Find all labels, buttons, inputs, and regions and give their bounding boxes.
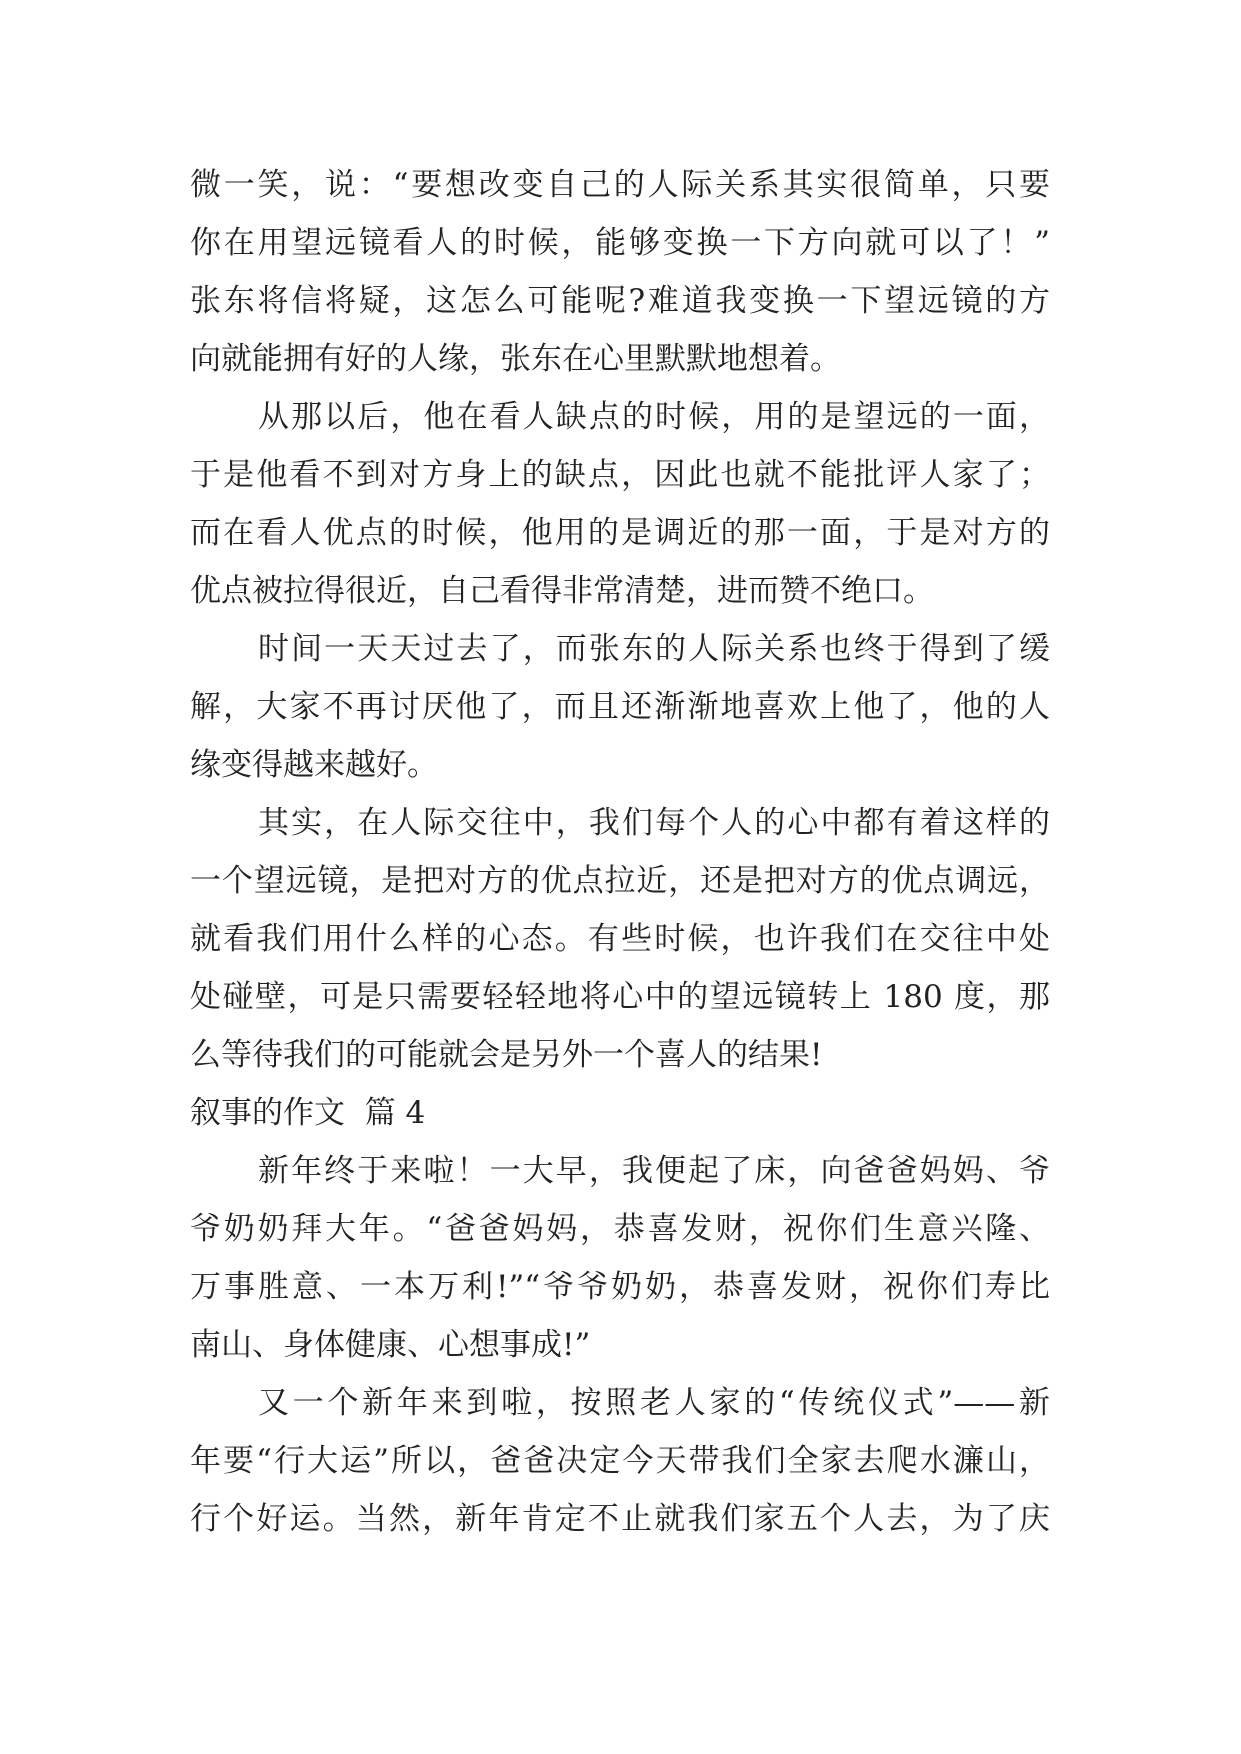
text-line: 微一笑，说：“要想改变自己的人际关系其实很简单，只要 bbox=[190, 167, 1050, 203]
section-heading-wrap bbox=[190, 1084, 1050, 1142]
text-line: 解，大家不再讨厌他了，而且还渐渐地喜欢上他了，他的人 bbox=[190, 689, 1050, 725]
text-line: 一个望远镜，是把对方的优点拉近，还是把对方的优点调远， bbox=[190, 863, 1050, 899]
document-body bbox=[190, 156, 1050, 1548]
text-line: 缘变得越来越好。 bbox=[190, 747, 438, 783]
text-line: 向就能拥有好的人缘，张东在心里默默地想着。 bbox=[190, 341, 841, 377]
text-line: 你在用望远镜看人的时候，能够变换一下方向就可以了！” bbox=[190, 225, 1050, 261]
paragraph bbox=[190, 1374, 1050, 1548]
section-heading: 叙事的作文 篇 4 bbox=[190, 1095, 426, 1131]
text-line: 优点被拉得很近，自己看得非常清楚，进而赞不绝口。 bbox=[190, 573, 934, 609]
text-line: 处碰壁，可是只需要轻轻地将心中的望远镜转上 180 度，那 bbox=[190, 979, 1050, 1015]
text-line: 南山、身体健康、心想事成!” bbox=[190, 1327, 591, 1363]
text-line: 又一个新年来到啦，按照老人家的“传统仪式”——新 bbox=[258, 1385, 1050, 1421]
text-line: 么等待我们的可能就会是另外一个喜人的结果! bbox=[190, 1037, 823, 1073]
text-line: 行个好运。当然，新年肯定不止就我们家五个人去，为了庆 bbox=[190, 1501, 1050, 1537]
text-line: 就看我们用什么样的心态。有些时候，也许我们在交往中处 bbox=[190, 921, 1050, 957]
text-line: 于是他看不到对方身上的缺点，因此也就不能批评人家了； bbox=[190, 457, 1050, 493]
text-line: 年要“行大运”所以，爸爸决定今天带我们全家去爬水濂山， bbox=[190, 1443, 1050, 1479]
paragraph bbox=[190, 794, 1050, 1084]
text-line: 爷奶奶拜大年。“爸爸妈妈，恭喜发财，祝你们生意兴隆、 bbox=[190, 1211, 1050, 1247]
text-line: 张东将信将疑，这怎么可能呢?难道我变换一下望远镜的方 bbox=[190, 283, 1050, 319]
text-line: 从那以后，他在看人缺点的时候，用的是望远的一面， bbox=[258, 399, 1050, 435]
paragraph bbox=[190, 620, 1050, 794]
paragraph bbox=[190, 388, 1050, 620]
paragraph bbox=[190, 156, 1050, 388]
text-line: 新年终于来啦！一大早，我便起了床，向爸爸妈妈、爷 bbox=[258, 1153, 1050, 1189]
paragraph bbox=[190, 1142, 1050, 1374]
text-line: 而在看人优点的时候，他用的是调近的那一面，于是对方的 bbox=[190, 515, 1050, 551]
text-line: 时间一天天过去了，而张东的人际关系也终于得到了缓 bbox=[258, 631, 1050, 667]
text-line: 其实，在人际交往中，我们每个人的心中都有着这样的 bbox=[258, 805, 1050, 841]
text-line: 万事胜意、一本万利!”“爷爷奶奶，恭喜发财，祝你们寿比 bbox=[190, 1269, 1050, 1305]
